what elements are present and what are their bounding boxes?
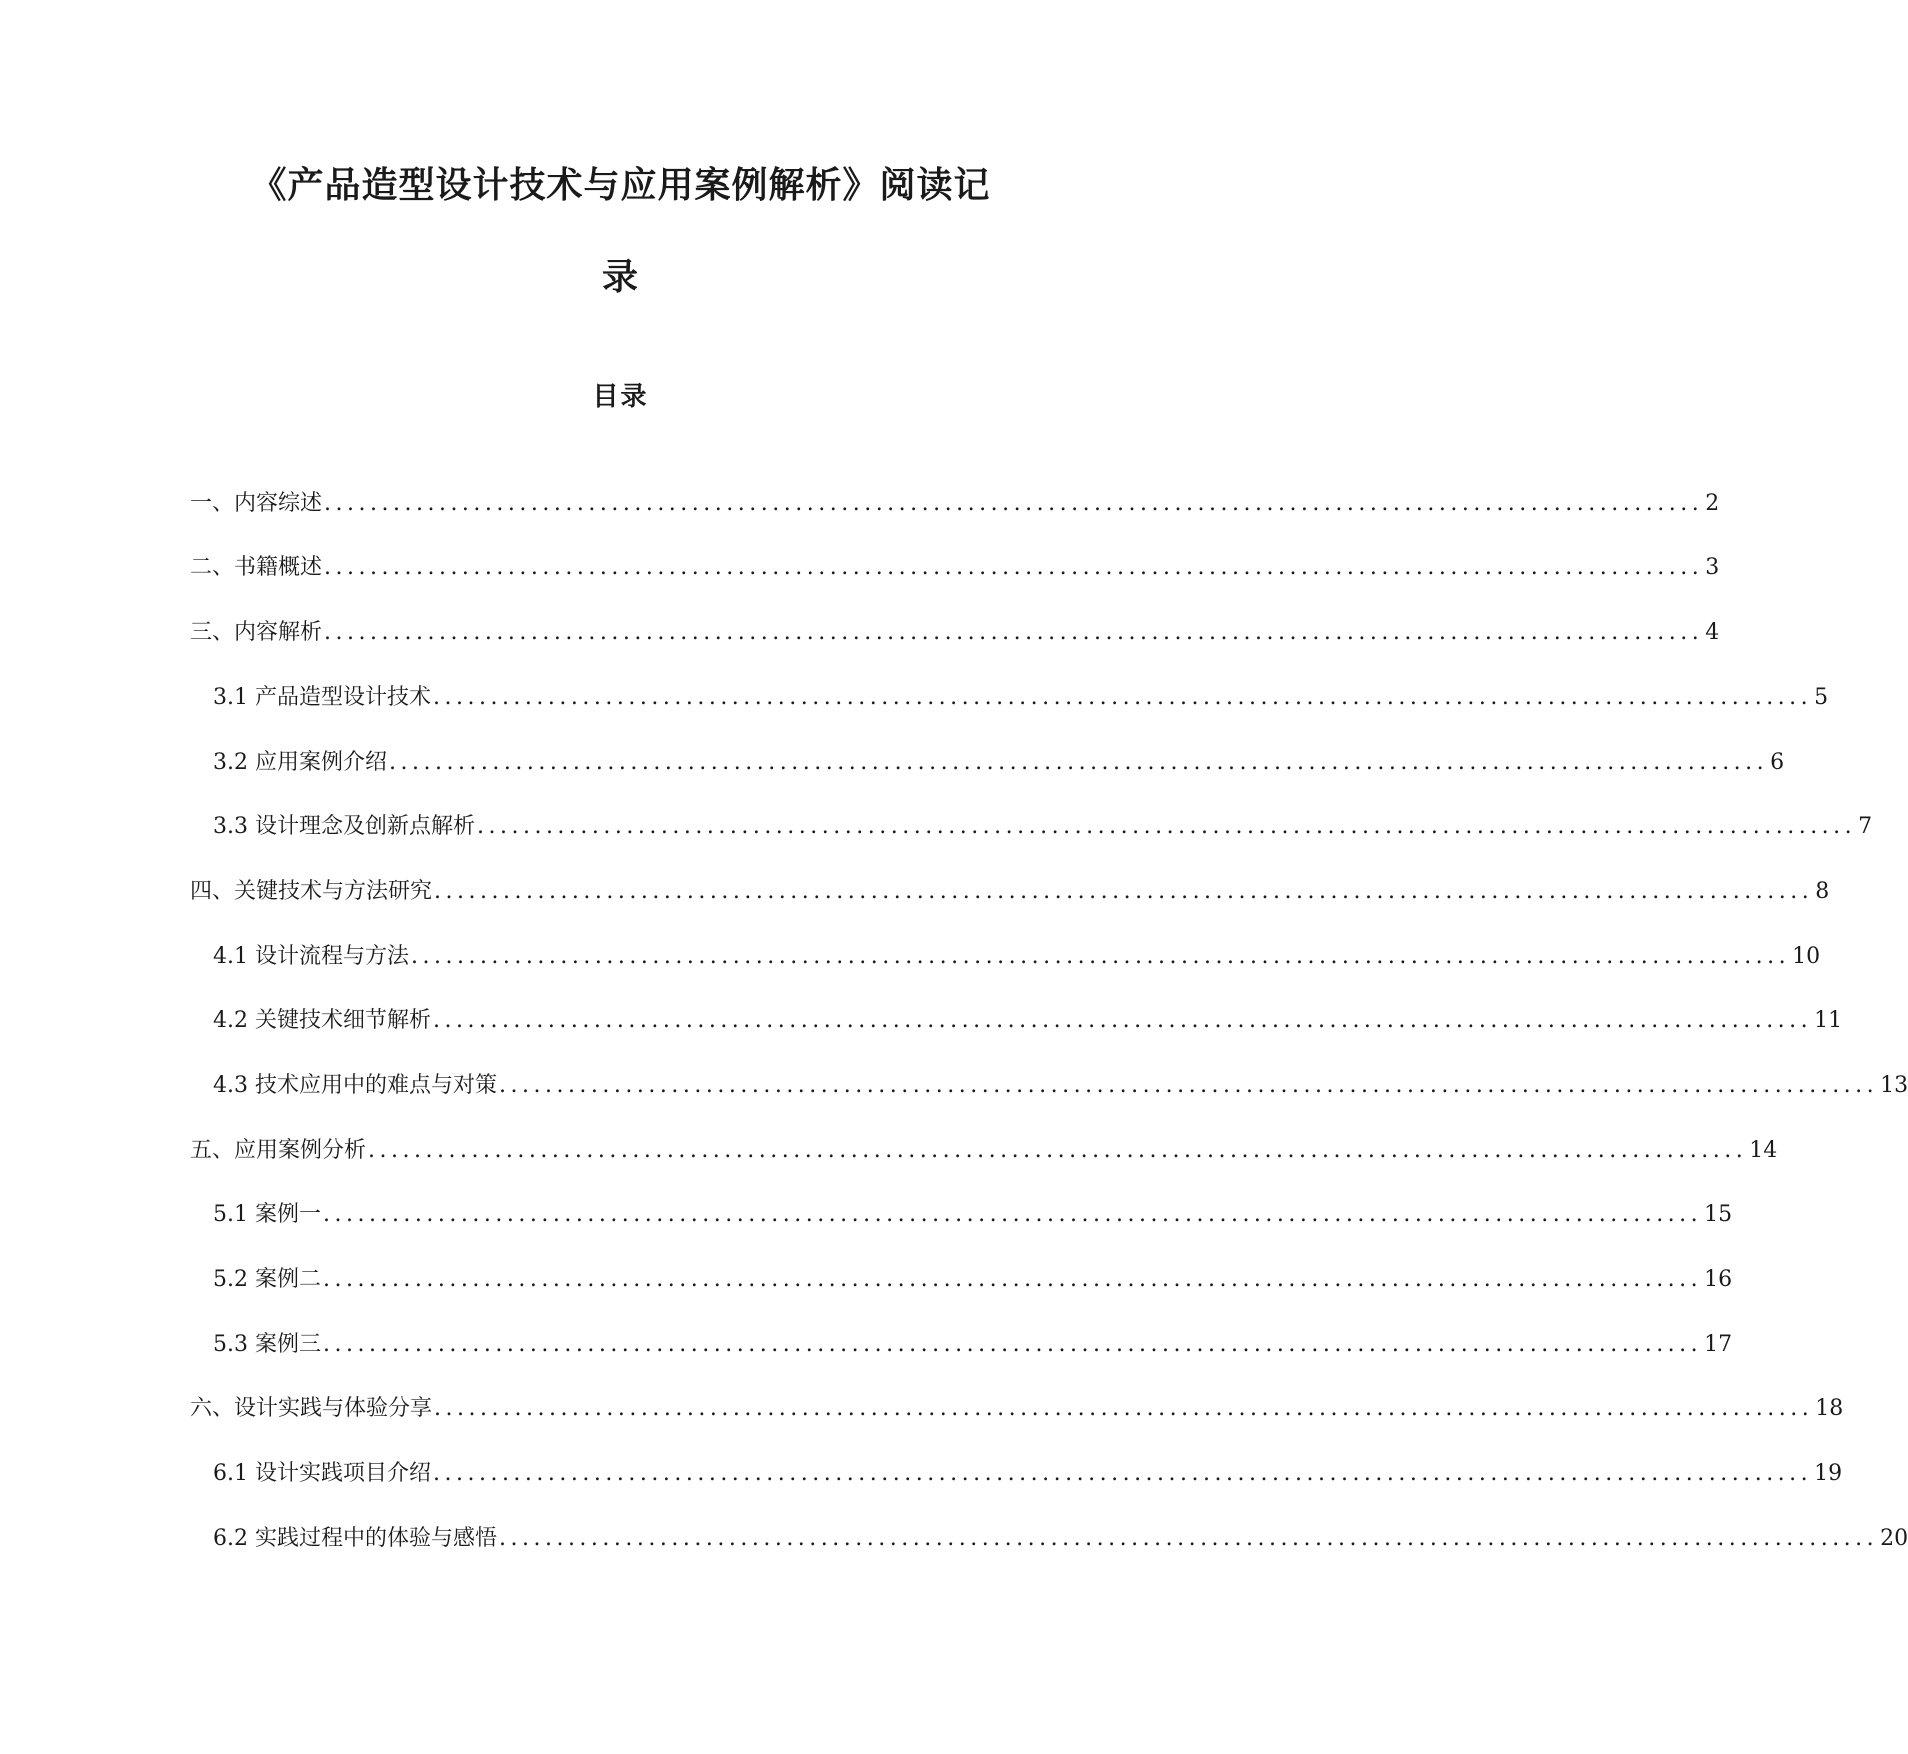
- toc-entry-label: 四、关键技术与方法研究: [190, 879, 433, 904]
- toc-dot-leader: ........................................................................................................................: [410, 944, 1791, 969]
- toc-entry-label: 六、设计实践与体验分享: [190, 1396, 433, 1421]
- toc-entry-page: 16: [1704, 1267, 1733, 1292]
- toc-dot-leader: ........................................................................................................................: [322, 1332, 1703, 1357]
- toc-entry[interactable]: [190, 876, 1830, 908]
- toc-entry-label: 3.1 产品造型设计技术: [213, 685, 431, 710]
- toc-entry-page: 6: [1770, 750, 1785, 775]
- toc-entry-page: 15: [1704, 1202, 1733, 1227]
- toc-entry[interactable]: [213, 1199, 1733, 1231]
- toc-entry[interactable]: [213, 1070, 1908, 1102]
- toc-dot-leader: ........................................................................................................................: [322, 1267, 1703, 1292]
- toc-dot-leader: ........................................................................................................................: [434, 1396, 1814, 1421]
- toc-entry-label: 二、书籍概述: [190, 555, 323, 580]
- toc-entry-label: 3.3 设计理念及创新点解析: [213, 814, 475, 839]
- toc-entry-label: 4.3 技术应用中的难点与对策: [213, 1073, 497, 1098]
- toc-dot-leader: ........................................................................................................................: [368, 1138, 1748, 1163]
- toc-entry-label: 3.2 应用案例介绍: [213, 750, 387, 775]
- toc-entry-page: 2: [1705, 491, 1720, 516]
- toc-entry-page: 17: [1704, 1332, 1733, 1357]
- toc-dot-leader: ........................................................................................................................: [324, 620, 1704, 645]
- toc-entry-label: 一、内容综述: [190, 491, 323, 516]
- toc-entry[interactable]: [213, 682, 1829, 714]
- toc-dot-leader: ........................................................................................................................: [498, 1073, 1879, 1098]
- toc-entry-label: 4.1 设计流程与方法: [213, 944, 409, 969]
- document-title: [0, 140, 1241, 324]
- toc-dot-leader: ........................................................................................................................: [498, 1526, 1879, 1551]
- toc-dot-leader: ........................................................................................................................: [432, 1008, 1813, 1033]
- toc-dot-leader: ........................................................................................................................: [434, 879, 1814, 904]
- toc-dot-leader: ........................................................................................................................: [324, 555, 1704, 580]
- document-title-line-2: 录: [601, 257, 639, 298]
- toc-entry[interactable]: [213, 1458, 1843, 1490]
- toc-entry[interactable]: [213, 747, 1785, 779]
- toc-entry-label: 5.3 案例三: [213, 1332, 321, 1357]
- toc-entry[interactable]: [213, 941, 1821, 973]
- toc-entry[interactable]: [213, 811, 1873, 843]
- toc-entry-label: 五、应用案例分析: [190, 1138, 367, 1163]
- toc-entry-page: 18: [1815, 1396, 1844, 1421]
- toc-entry-page: 13: [1880, 1073, 1908, 1098]
- toc-entry-label: 三、内容解析: [190, 620, 323, 645]
- toc-entry[interactable]: [190, 1135, 1778, 1167]
- toc-entry[interactable]: [190, 617, 1720, 649]
- toc-entry-page: 5: [1814, 685, 1829, 710]
- toc-entry-page: 8: [1815, 879, 1830, 904]
- toc-entry[interactable]: [213, 1329, 1733, 1361]
- toc-dot-leader: ........................................................................................................................: [432, 1461, 1813, 1486]
- toc-dot-leader: ........................................................................................................................: [476, 814, 1857, 839]
- toc-entry-label: 4.2 关键技术细节解析: [213, 1008, 431, 1033]
- toc-dot-leader: ........................................................................................................................: [388, 750, 1769, 775]
- toc-entry-label: 5.1 案例一: [213, 1202, 321, 1227]
- toc-entry[interactable]: [213, 1523, 1908, 1555]
- toc-entry-page: 19: [1814, 1461, 1843, 1486]
- toc-dot-leader: ........................................................................................................................: [324, 491, 1704, 516]
- toc-entry[interactable]: [190, 1393, 1844, 1425]
- document-title-line-1: 《产品造型设计技术与应用案例解析》阅读记: [250, 165, 991, 206]
- toc-entry[interactable]: [213, 1264, 1733, 1296]
- toc-entry-page: 14: [1749, 1138, 1778, 1163]
- toc-entry-label: 6.1 设计实践项目介绍: [213, 1461, 431, 1486]
- toc-entry[interactable]: [213, 1005, 1843, 1037]
- toc-dot-leader: ........................................................................................................................: [322, 1202, 1703, 1227]
- toc-entry-page: 10: [1792, 944, 1821, 969]
- toc-entry-page: 3: [1705, 555, 1720, 580]
- toc-entry[interactable]: [190, 488, 1720, 520]
- toc-heading: 目录: [592, 382, 649, 412]
- toc-entry-page: 4: [1705, 620, 1720, 645]
- toc-dot-leader: ........................................................................................................................: [432, 685, 1813, 710]
- toc-entry-page: 20: [1880, 1526, 1908, 1551]
- toc-entry-label: 6.2 实践过程中的体验与感悟: [213, 1526, 497, 1551]
- toc-entry-page: 7: [1858, 814, 1873, 839]
- toc-entry-label: 5.2 案例二: [213, 1267, 321, 1292]
- toc-entry[interactable]: [190, 552, 1720, 584]
- toc-entry-page: 11: [1814, 1008, 1843, 1033]
